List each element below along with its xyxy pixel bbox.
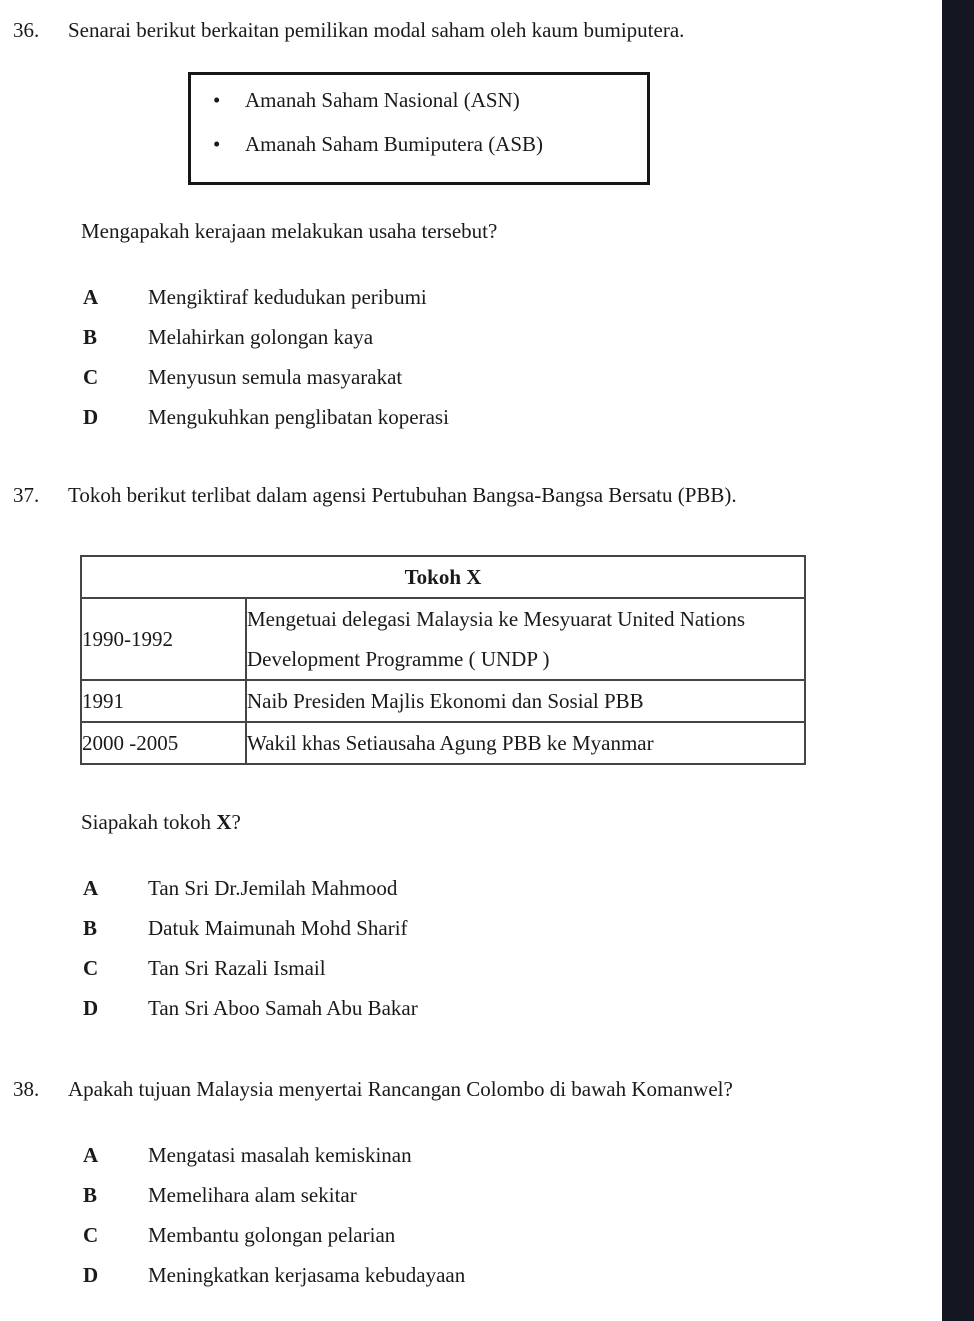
option-text: Mengukuhkan penglibatan koperasi: [148, 405, 449, 429]
prompt-suffix: ?: [231, 810, 241, 834]
option-text: Mengatasi masalah kemiskinan: [148, 1143, 412, 1167]
table-row: [81, 680, 805, 722]
option-text: Menyusun semula masyarakat: [148, 365, 403, 389]
question-number: 37.: [13, 483, 40, 507]
bullet-icon: •: [213, 132, 221, 156]
option-text: Tan Sri Dr.Jemilah Mahmood: [148, 876, 398, 900]
list-item-text: Amanah Saham Bumiputera (ASB): [245, 132, 544, 156]
option-a: [81, 285, 942, 309]
role-cell: Naib Presiden Majlis Ekonomi dan Sosial PBB: [246, 680, 805, 722]
question-stem: Senarai berikut berkaitan pemilikan modal saham oleh kaum bumiputera.: [68, 18, 685, 42]
options-list: [0, 1143, 942, 1287]
prompt-bold: X: [216, 810, 232, 834]
option-text: Melahirkan golongan kaya: [148, 325, 374, 349]
period-cell: 2000 -2005: [81, 722, 246, 764]
option-letter: D: [83, 1263, 99, 1287]
option-letter: A: [83, 1143, 99, 1167]
page-edge-bar: [942, 0, 974, 1321]
tokoh-table: [80, 555, 806, 765]
option-letter: C: [83, 365, 99, 389]
question-prompt: [81, 810, 942, 834]
table-header-row: [81, 556, 805, 598]
role-cell: Wakil khas Setiausaha Agung PBB ke Myanmar: [246, 722, 805, 764]
period-cell: 1991: [81, 680, 246, 722]
option-a: [81, 876, 942, 900]
table-row: [81, 598, 805, 680]
option-d: [81, 1263, 942, 1287]
options-list: [0, 285, 942, 429]
option-text: Tan Sri Razali Ismail: [148, 956, 326, 980]
option-letter: B: [83, 916, 98, 940]
question-stem: Tokoh berikut terlibat dalam agensi Pertubuhan Bangsa-Bangsa Bersatu (PBB).: [68, 483, 737, 507]
option-text: Tan Sri Aboo Samah Abu Bakar: [148, 996, 418, 1020]
list-item-text: Amanah Saham Nasional (ASN): [245, 88, 520, 112]
list-item: [191, 88, 637, 112]
list-item: [191, 132, 637, 156]
option-text: Memelihara alam sekitar: [148, 1183, 357, 1207]
option-b: [81, 916, 942, 940]
question-38: [0, 1077, 942, 1287]
option-c: [81, 956, 942, 980]
option-b: [81, 1183, 942, 1207]
prompt-prefix: Siapakah tokoh: [81, 810, 217, 834]
period-cell: 1990-1992: [81, 598, 246, 680]
option-text: Membantu golongan pelarian: [148, 1223, 396, 1247]
table-header: Tokoh X: [81, 556, 805, 598]
option-letter: D: [83, 996, 99, 1020]
option-text: Meningkatkan kerjasama kebudayaan: [148, 1263, 466, 1287]
option-text: Mengiktiraf kedudukan peribumi: [148, 285, 427, 309]
option-letter: D: [83, 405, 99, 429]
question-number: 36.: [13, 18, 40, 42]
option-a: [81, 1143, 942, 1167]
bullet-icon: •: [213, 88, 221, 112]
info-box: [188, 72, 650, 185]
option-letter: B: [83, 1183, 98, 1207]
option-d: [81, 405, 942, 429]
question-37: [0, 483, 942, 1020]
option-letter: B: [83, 325, 98, 349]
options-list: [0, 876, 942, 1020]
option-letter: C: [83, 956, 99, 980]
option-d: [81, 996, 942, 1020]
option-letter: C: [83, 1223, 99, 1247]
option-b: [81, 325, 942, 349]
role-cell: Mengetuai delegasi Malaysia ke Mesyuarat United Nations Development Programme ( UNDP ): [246, 598, 805, 680]
option-c: [81, 1223, 942, 1247]
question-number: 38.: [13, 1077, 40, 1101]
question-prompt: Mengapakah kerajaan melakukan usaha tersebut?: [81, 219, 498, 243]
option-letter: A: [83, 876, 99, 900]
question-36: [0, 18, 942, 429]
option-letter: A: [83, 285, 99, 309]
option-text: Datuk Maimunah Mohd Sharif: [148, 916, 408, 940]
question-stem: Apakah tujuan Malaysia menyertai Rancangan Colombo di bawah Komanwel?: [68, 1077, 733, 1101]
table-row: [81, 722, 805, 764]
option-c: [81, 365, 942, 389]
